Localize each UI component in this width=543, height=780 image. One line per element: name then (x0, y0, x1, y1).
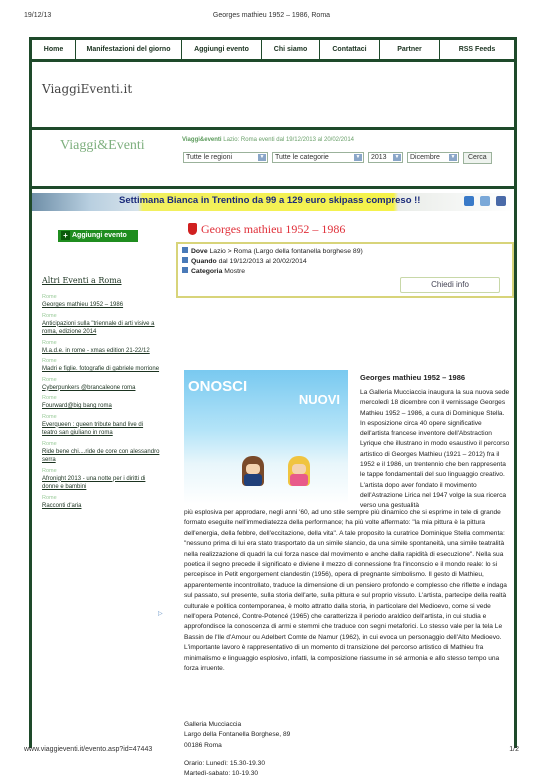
facebook-icon[interactable] (496, 196, 506, 206)
year-select[interactable] (368, 152, 403, 163)
list-item-link[interactable]: Anticipazioni sulla "triennale di arti visive a roma, edizione 2014 (42, 320, 155, 335)
list-item-link[interactable]: Cyberpunkers @brancaleone roma (42, 384, 136, 391)
list-item (42, 467, 160, 492)
ad-choices-icon[interactable]: ▷ (158, 611, 163, 617)
list-item-link[interactable]: Racconti d'aria (42, 502, 82, 509)
category-select-value: Tutte le categorie (275, 154, 329, 161)
venue-city: 00186 Roma (184, 741, 222, 749)
article-text-intro: La Galleria Mucciaccia inaugura la sua nuova sede mercoledì 18 dicembre con il vernissage Georges Mathieu 1952 – 1986, a cura di Dominique Stella. In esposizione circa 40 opere significative dell'artista francese inventore dell'Abstraction Lyrique che illustrano in modo esaustivo il percorso artistico di Georges Mathieu (1921 – 2012) fra il 1952 e il 1986, un trentennio che ben rappresenta le tappe fondamentali del suo linguaggio creativo. L'artista dopo aver fondato il movimento dell'Astrazione Lirica nel 1947 volge la sua ricerca verso una gestualità (360, 389, 510, 510)
event-location-label: Dove (191, 248, 208, 255)
month-select-value: Dicembre (410, 154, 440, 161)
chevron-down-icon: ▼ (259, 154, 265, 160)
event-location (182, 247, 508, 257)
arrow-right-icon (182, 257, 188, 263)
month-select[interactable] (407, 152, 459, 163)
request-info-button[interactable]: Chiedi info (400, 277, 500, 293)
list-item-link[interactable]: Everqueen : queen tribute band live di teatro san giuliano in roma (42, 421, 144, 436)
print-date: 19/12/13 (24, 12, 52, 19)
site-name[interactable]: ViaggiEventi.it (42, 82, 133, 96)
nav-home[interactable]: Home (32, 40, 76, 59)
article-text-body: più esplosiva per approdare, negli anni '60, ad uno stile sempre più dinamico che si esprime in tele di grande formato eseguite nell'immediatezza della performance; ha più volte affermato: "la mia pittura è la pittura dell'energia, della febbre, dell'eccitazione, della vita". A tale proposito la curatrice Dominique Stella commenta: "nessuno prima di lui era stato trasportato da un simile slancio, da una simile spontaneità, una simile teatralità nella realizzazione di quadri la cui forza nasce dal movimento e anche dalla rapidità di esecuzione". Nella sua poetica il segno precede il significato e diviene il mezzo di connessione fra l'inconscio e il mondo reale: lo si percepisce in Petit engorgement clandestin (1956), opera di pregnante simbolismo. Il gesto di Mathieu, apparentemente incontrollato, traduce la dimensione di un pensiero profondo e complesso che riflette e indaga sul passato, sul presente, sulla storia dell'arte, sulla pittura e sul proprio vissuto. L'artista, partecipe della realtà culturale e politica contemporanea, è molto attratto dalla storia, in particolare del Medioevo, come si vede nell'opera Potencé, Contre-Potencé (1965) che caratterizza il periodo araldico dell'artista, in cui studia e approfondisce la conoscenza di armi e stemmi che traduce con segni metaforici. Lo stesso vale per la tela Le Bassin de l'Ile d'Amour ou Adelbert Comte de Namur (1962), in cui evoca un personaggio dell'Alto Medioevo. L'importante lavoro è rappresentativo di un momento di transizione del percorso artistico di Mathieu fra minimalismo e linguaggio esplosivo, infatti, la composizione riassume in sé armonia e allo stesso tempo una forza irruente. (184, 509, 507, 673)
breadcrumb (182, 137, 354, 143)
list-item-link[interactable]: Afronight 2013 - una notte per i diritti di donne e bambini (42, 475, 146, 490)
event-title (188, 222, 345, 237)
hours-monday: Orario: Lunedì: 15.30-19.30 (184, 760, 266, 767)
banner-text: Settimana Bianca in Trentino da 99 a 129 euro skipass compreso !! (119, 195, 421, 206)
list-item (42, 413, 160, 438)
print-header (24, 12, 519, 24)
filter-row (183, 152, 492, 164)
promo-banner[interactable] (32, 193, 514, 211)
nav-manifestazioni[interactable]: Manifestazioni del giorno (76, 40, 182, 59)
list-item-link[interactable]: Ride bene chi....ride de core con alessandro serra (42, 448, 160, 463)
chevron-down-icon: ▼ (450, 154, 456, 160)
list-item-city: Rome (42, 440, 57, 447)
nav-chi-siamo[interactable]: Chi siamo (262, 40, 320, 59)
event-category-label: Categoria (191, 268, 223, 275)
venue-name: Galleria Mucciaccia (184, 721, 242, 728)
article-title: Georges mathieu 1952 – 1986 (360, 373, 466, 382)
chevron-down-icon: ▼ (355, 154, 361, 160)
main-nav (32, 40, 514, 62)
event-location-value: Lazio > Roma (Largo della fontanella borghese 89) (207, 248, 363, 255)
list-item-city: Rome (42, 376, 57, 383)
list-item (42, 440, 160, 465)
ad-headline-right: NUOVI (298, 392, 340, 407)
event-category (182, 267, 508, 277)
list-item-link[interactable]: Fourward@big bang roma (42, 403, 112, 409)
hours-weekdays: Martedì-sabato: 10-19.30 (184, 770, 259, 778)
list-item-city: Rome (42, 358, 57, 364)
site-header (32, 62, 514, 130)
list-item-city: Rome (42, 467, 57, 474)
list-item (42, 376, 160, 393)
list-item-city: Rome (42, 294, 57, 300)
print-url: www.viaggieventi.it/evento.asp?id=47443 (24, 746, 153, 753)
opening-hours (184, 759, 384, 780)
event-info-box (176, 242, 514, 298)
plus-icon: + (61, 231, 70, 240)
venue-street: Largo della Fontanella Borghese, 89 (184, 731, 291, 739)
share-icon[interactable] (464, 196, 474, 206)
list-item-link[interactable]: Georges mathieu 1952 – 1986 (42, 302, 124, 308)
list-item-link[interactable]: Madri e figlie. fotografie di gabriele morrione (42, 366, 160, 372)
nav-aggiungi-evento[interactable]: Aggiungi evento (182, 40, 262, 59)
list-item-city: Rome (42, 339, 57, 346)
print-page-number: 1/2 (509, 746, 519, 753)
ad-headline-left: ONOSCI (188, 378, 248, 395)
search-band (32, 130, 514, 189)
list-item (42, 293, 160, 310)
event-category-value: Mostre (222, 268, 246, 275)
nav-contattaci[interactable]: Contattaci (320, 40, 380, 59)
list-item (42, 312, 160, 337)
brand-logo[interactable]: Viaggi&Eventi (60, 138, 145, 153)
nav-partner[interactable]: Partner (380, 40, 440, 59)
game-ad[interactable] (184, 370, 348, 504)
list-item (42, 339, 160, 356)
pin-icon (188, 223, 197, 235)
arrow-right-icon (182, 267, 188, 273)
list-item (42, 394, 160, 411)
banner-icons (464, 196, 506, 206)
list-item-city: Rome (42, 494, 57, 501)
twitter-icon[interactable] (480, 196, 490, 206)
sidebar-event-list (42, 293, 160, 512)
list-item-city: Rome (42, 395, 57, 401)
search-button[interactable]: Cerca (463, 152, 492, 164)
list-item (42, 494, 160, 511)
event-dates-label: Quando (191, 258, 217, 265)
list-item-city: Rome (42, 413, 57, 420)
print-footer (24, 746, 519, 758)
print-title: Georges mathieu 1952 – 1986, Roma (212, 12, 331, 19)
list-item-link[interactable]: M.a.d.e. in rome - xmas edition 21-22/12 (42, 347, 150, 354)
add-event-button[interactable] (58, 230, 138, 242)
breadcrumb-text: Lazio: Roma eventi dal 19/12/2013 al 20/02/2014 (221, 137, 355, 143)
list-item-city: Rome (42, 312, 57, 319)
region-select-value: Tutte le regioni (186, 154, 233, 161)
avatar (288, 456, 310, 486)
event-title-text: Georges mathieu 1952 – 1986 (201, 222, 346, 236)
category-select[interactable] (272, 152, 364, 163)
chevron-down-icon: ▼ (394, 154, 400, 160)
arrow-right-icon (182, 247, 188, 253)
sidebar-title[interactable]: Altri Eventi a Roma (42, 276, 122, 285)
nav-rss-feeds[interactable]: RSS Feeds (458, 46, 496, 53)
event-dates (182, 257, 508, 267)
region-select[interactable] (183, 152, 268, 163)
list-item (42, 357, 160, 374)
add-event-label: Aggiungi evento (72, 232, 127, 239)
avatar (242, 456, 264, 486)
event-dates-value: dal 19/12/2013 al 20/02/2014 (216, 258, 307, 265)
year-select-value: 2013 (371, 154, 387, 161)
breadcrumb-site[interactable]: Viaggi&eventi (182, 137, 222, 143)
